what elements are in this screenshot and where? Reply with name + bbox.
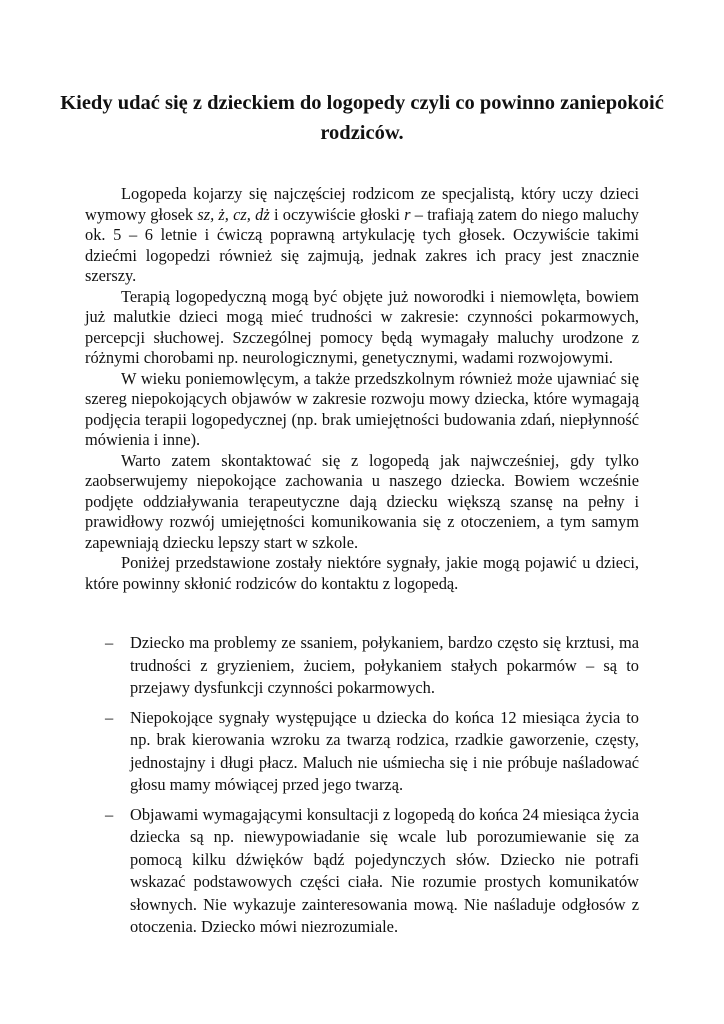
paragraph-intro-part-3: – trafiają zatem do niego maluchy ok. 5 – 6 letnie i ćwiczą poprawną artykulację tych głosek. Oczywiście takimi dziećmi logopedzi również się zajmują, jednak zakres ich pracy jest znacznie szerszy. (85, 204, 640, 285)
list-item (105, 707, 639, 797)
list-item-text: Niepokojące sygnały występujące u dziecka do końca 12 miesiąca życia to np. brak kierowania wzroku za twarzą rodzica, rzadkie gaworzenie, częsty, jednostajny i długi płacz. Maluch nie uśmiecha się i nie próbuje naśladować głosu mamy mówiącej przed jego twarzą. (130, 707, 639, 794)
paragraph-signals-intro: Poniżej przedstawione zostały niektóre sygnały, jakie mogą pojawić u dzieci, które powinny skłonić rodziców do kontaktu z logopedą. (85, 553, 639, 593)
list-item-text: Dziecko ma problemy ze ssaniem, połykaniem, bardzo często się krztusi, ma trudności z gryzieniem, żuciem, połykaniem stałych pokarmów – są to przejawy dysfunkcji czynności pokarmowych. (130, 633, 639, 697)
list-bullet: – (105, 804, 114, 824)
paragraph-intro (85, 184, 639, 287)
paragraph-intro-part-1: Logopeda kojarzy się najczęściej rodzicom ze specjalistą, który uczy dzieci wymowy głosek (85, 184, 639, 224)
list-item-text: Objawami wymagającymi konsultacji z logopedą do końca 24 miesiąca życia dziecka są np. niewypowiadanie się wcale lub porozumiewanie się za pomocą kilku dźwięków bądź pojedynczych słów. Dziecko nie potrafi wskazać podstawowych części ciała. Nie rozumie prostych komunikatów słownych. Nie wykazuje zainteresowania mową. Nie naśladuje odgłosów z otoczenia. Dziecko mówi niezrozumiale. (130, 804, 639, 936)
document-title: Kiedy udać się z dzieckiem do logopedy czyli co powinno zaniepokoić rodziców. (60, 92, 664, 144)
paragraph-intro-letter-r: r (404, 204, 411, 224)
list-item (105, 804, 639, 939)
paragraph-early-contact: Warto zatem skontaktować się z logopedą jak najwcześniej, gdy tylko zaobserwujemy niepokojące zachowania u naszego dziecka. Bowiem wcześnie podjęte oddziaływania terapeutyczne dają dziecku większą szansę na pełny i prawidłowy rozwój umiejętności komunikowania się z otoczeniem, a tym samym zapewniają dziecku lepszy start w szkole. (85, 450, 639, 552)
list-bullet: – (105, 633, 114, 652)
paragraph-preschool: W wieku poniemowlęcym, a także przedszkolnym również może ujawniać się szereg niepokojących objawów w zakresie rozwoju mowy dziecka, które wymagają podjęcia terapii logopedycznej (np. brak umiejętności budowania zdań, niepłynność mówienia i inne). (85, 368, 639, 449)
paragraph-intro-part-2: i oczywiście głoski (269, 204, 405, 224)
paragraph-intro-sounds: sz, ż, cz, dż (197, 204, 270, 224)
signals-list (105, 632, 639, 946)
document-body (85, 184, 639, 594)
paragraph-therapy: Terapią logopedyczną mogą być objęte już noworodki i niemowlęta, bowiem już malutkie dzieci mogą mieć trudności w zakresie: czynności pokarmowych, percepcji słuchowej. Szczególnej pomocy będą wymagały maluchy urodzone z różnymi chorobami np. neurologicznymi, genetycznymi, wadami rozwojowymi. (85, 286, 639, 367)
list-bullet: – (105, 707, 114, 727)
list-item (105, 632, 639, 700)
